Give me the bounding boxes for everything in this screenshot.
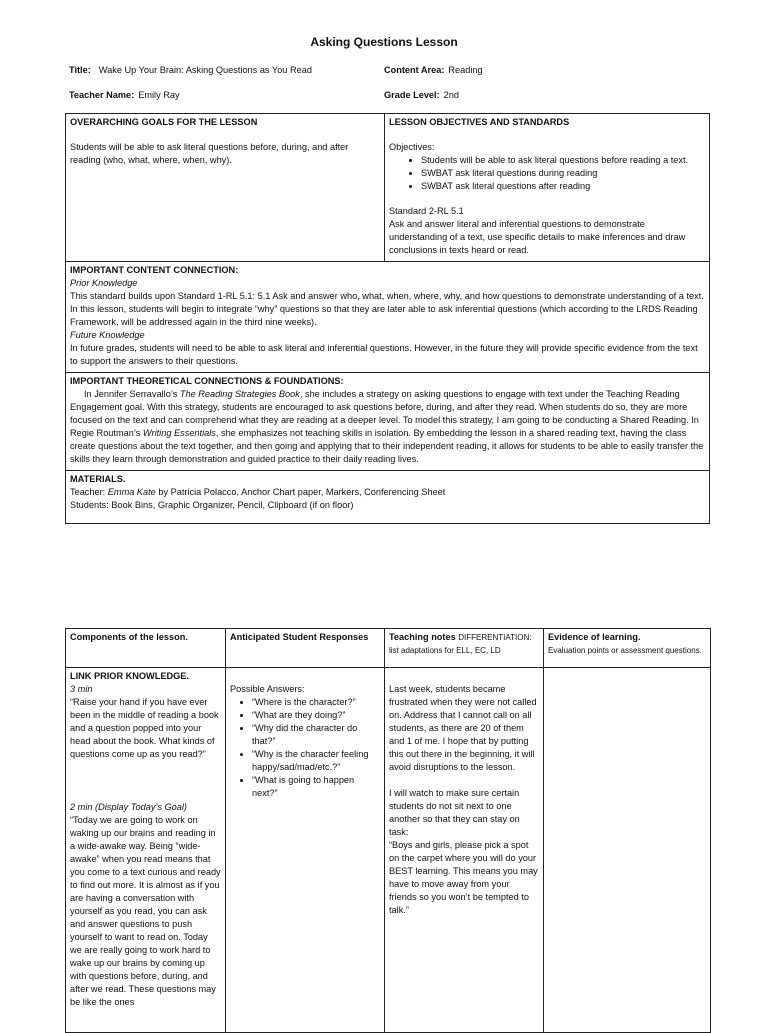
- theory-cell: [66, 373, 710, 471]
- materials-cell: [66, 471, 710, 524]
- objectives-cell: [385, 114, 710, 262]
- lesson-title-value: Wake Up Your Brain: Asking Questions as You Read: [98, 65, 312, 75]
- lesson-overview-table: [65, 113, 710, 524]
- teacher-label: Teacher Name:: [69, 90, 135, 100]
- theory-text-part: , she emphasizes not teaching skills in isolation. By embedding the lesson in a shared reading text, having the class create questions about the text together, and then going and applying that to their independent reading, it allows for students to be able to easily transfer the skills they learn through demonstration and guided practice to their daily reading lives.: [70, 428, 704, 464]
- plan-col-evidence: [544, 629, 711, 668]
- goals-cell: [66, 114, 385, 262]
- link-prior-header: LINK PRIOR KNOWLEDGE.: [70, 671, 189, 681]
- prior-knowledge-text: This standard builds upon Standard 1-RL 5.1: 5.1 Ask and answer who, what, when, where, why, and how questions to demonstrate understanding of a text. In this lesson, students will begin to integrate “why” questions so that they are later able to ask inferential questions (which according to the LRDS Reading Framework, will be addressed again in the third nine weeks).: [70, 291, 704, 327]
- answer-item: • “Why is the character feeling happy/sad/mad/etc.?”: [252, 748, 380, 774]
- goal-quote: “Today we are going to work on waking up our brains and reading in a wide-awake way. Being “wide-awake” when you read means that you come to a text curious and ready to find out more. It is almost as if you are having a conversation with yourself as you read, you can ask and answer questions to push yourself to want to read on. Today we are really going to work hard to wake up our brains by coming up with questions before, during, and after we read. These questions may be like the ones: [70, 815, 221, 1007]
- teacher-row: [69, 89, 180, 102]
- hook-quote: “Raise your hand if you have ever been in the middle of reading a book and a question popped into your head about the book. What kinds of questions come up as you read?”: [70, 697, 219, 759]
- note-seating: I will watch to make sure certain students do not sit next to one another so that they can stay on task:: [389, 788, 520, 837]
- responses-cell: [226, 668, 385, 1033]
- book-title-writing-essentials: Writing Essentials: [142, 428, 216, 438]
- time-3min: 3 min: [70, 684, 93, 694]
- title-label: Title:: [69, 65, 91, 75]
- evaluation-label: Evaluation points or assessment questions.: [548, 646, 702, 655]
- plan-col-teaching-notes: [385, 629, 544, 668]
- prior-knowledge-label: Prior Knowledge: [70, 278, 138, 288]
- grade-label: Grade Level:: [384, 90, 440, 100]
- future-knowledge-label: Future Knowledge: [70, 330, 145, 340]
- standard-text: Ask and answer literal and inferential questions to demonstrate understanding of a text, use specific details to make inferences and draw conclusions in texts heard or read.: [389, 219, 686, 255]
- evidence-cell: [544, 668, 711, 1033]
- materials-teacher-prefix: Teacher:: [70, 487, 108, 497]
- goals-text: Students will be able to ask literal questions before, during, and after reading (who, what, where, when, why).: [70, 142, 349, 165]
- objective-item: • SWBAT ask literal questions during reading: [421, 167, 705, 180]
- evidence-label: Evidence of learning.: [548, 632, 641, 642]
- theory-text-part: , she includes a strategy on asking questions to engage with text under the Teaching Reading Engagement goal. With this strategy, students are encouraged to ask questions before, during, and after they read. When students do so, they are more focused on the text and can comprehend what they are reading at a deeper level. To model this strategy, I am going to be conducting a Shared Reading. In Regie Routman’s: [70, 389, 699, 438]
- differentiation-label: DIFFERENTIATION: list adaptations for ELL, EC, LD: [389, 633, 532, 655]
- materials-teacher: [70, 486, 705, 499]
- lesson-title-row: [69, 64, 312, 77]
- theory-header: IMPORTANT THEORETICAL CONNECTIONS & FOUNDATIONS:: [70, 376, 344, 386]
- answer-item: • “Where is the character?”: [252, 696, 380, 709]
- objectives-list: [389, 154, 705, 193]
- goals-header: OVERARCHING GOALS FOR THE LESSON: [70, 117, 258, 127]
- future-knowledge-text: In future grades, students will need to be able to ask literal and inferential questions. However, in the future they will provide specific evidence from the text to support the answers to their questions.: [70, 343, 698, 366]
- theory-text-part: In Jennifer Serravallo’s: [84, 389, 180, 399]
- answer-item: • “Why did the character do that?”: [252, 722, 380, 748]
- content-connection-cell: [66, 262, 710, 373]
- time-2min: 2 min (Display Today’s Goal): [70, 802, 187, 812]
- objectives-label: Objectives:: [389, 142, 435, 152]
- content-area-label: Content Area:: [384, 65, 445, 75]
- materials-students: Students: Book Bins, Graphic Organizer, Pencil, Clipboard (if on floor): [70, 500, 354, 510]
- lesson-plan-table: [65, 628, 711, 1033]
- plan-col-responses: Anticipated Student Responses: [226, 629, 385, 668]
- objective-item: • Students will be able to ask literal questions before reading a text.: [421, 154, 705, 167]
- content-area-row: [384, 64, 483, 77]
- teacher-value: Emily Ray: [138, 90, 180, 100]
- grade-row: [384, 89, 459, 102]
- possible-answers-label: Possible Answers:: [230, 684, 305, 694]
- book-title-reading-strategies: The Reading Strategies Book: [179, 389, 300, 399]
- answer-item: • “What are they doing?”: [252, 709, 380, 722]
- content-area-value: Reading: [448, 65, 483, 75]
- note-carpet-quote: “Boys and girls, please pick a spot on the carpet where you will do your BEST learning. This means you may have to move away from your friends so you won’t be tempted to talk.”: [389, 840, 538, 915]
- grade-value: 2nd: [443, 90, 460, 100]
- teaching-notes-cell: [385, 668, 544, 1033]
- answers-list: [230, 696, 380, 800]
- plan-col-components: Components of the lesson.: [66, 629, 226, 668]
- content-connection-header: IMPORTANT CONTENT CONNECTION:: [70, 265, 239, 275]
- document-title: Asking Questions Lesson: [310, 35, 458, 49]
- materials-header: MATERIALS.: [70, 474, 126, 484]
- book-title-emma-kate: Emma Kate: [107, 487, 156, 497]
- objectives-header: LESSON OBJECTIVES AND STANDARDS: [389, 117, 570, 127]
- answer-item: • “What is going to happen next?”: [252, 774, 380, 800]
- components-cell: [66, 668, 226, 1033]
- note-frustration: Last week, students became frustrated when they were not called on. Address that I cannot call on all students, as there are 20 of them and 1 of me. I hope that by putting this out there in the beginning, it will avoid disruptions to the lesson.: [389, 684, 537, 772]
- teaching-notes-label: Teaching notes: [389, 632, 459, 642]
- objective-item: • SWBAT ask literal questions after reading: [421, 180, 705, 193]
- standard-label: Standard 2-RL 5.1: [389, 206, 464, 216]
- theory-text: [70, 388, 705, 466]
- materials-teacher-rest: by Patricia Polacco, Anchor Chart paper, Markers, Conferencing Sheet: [155, 487, 446, 497]
